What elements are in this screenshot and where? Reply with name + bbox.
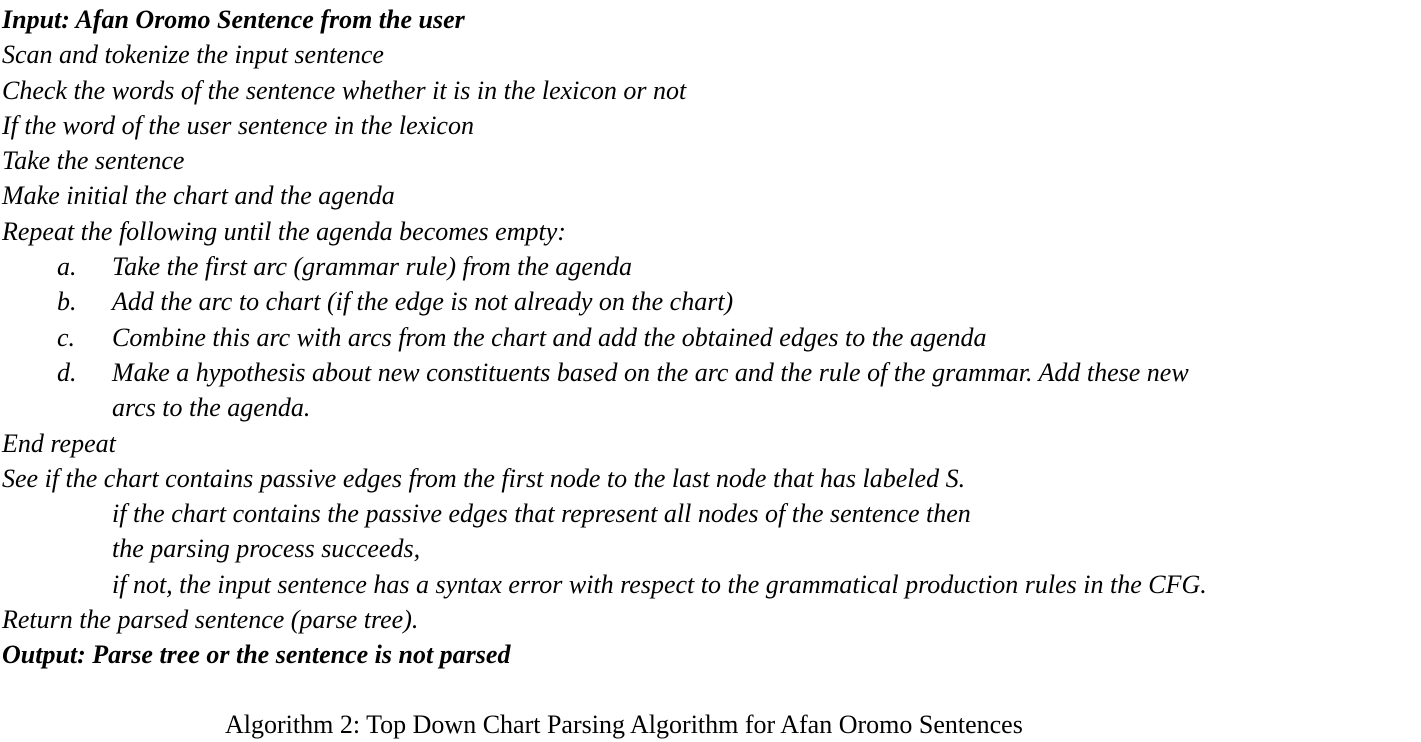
step-text: Take the first arc (grammar rule) from the agenda: [112, 252, 632, 282]
algorithm-line-initialize: Make initial the chart and the agenda: [2, 181, 395, 211]
algorithm-line-repeat: Repeat the following until the agenda becomes empty:: [2, 216, 566, 246]
algorithm-step-d: [2, 355, 1417, 390]
algorithm-body: [2, 2, 1417, 673]
algorithm-step-c: [2, 320, 1417, 355]
step-text: Make a hypothesis about new constituents based on the arc and the rule of the grammar. Add these new: [112, 357, 1189, 387]
algorithm-line-return: Return the parsed sentence (parse tree).: [2, 605, 419, 635]
step-marker: d.: [57, 357, 77, 387]
algorithm-step-a: [2, 249, 1417, 284]
step-marker: a.: [57, 252, 77, 282]
algorithm-indented-line: if the chart contains the passive edges that represent all nodes of the sentence then: [112, 499, 971, 529]
algorithm-output-line: Output: Parse tree or the sentence is not parsed: [2, 640, 511, 670]
algorithm-line-end-repeat: End repeat: [2, 428, 116, 458]
algorithm-step-b: [2, 284, 1417, 319]
algorithm-input-line: Input: Afan Oromo Sentence from the user: [2, 5, 465, 34]
algorithm-indented-line: the parsing process succeeds,: [112, 534, 421, 564]
algorithm-indented-line: if not, the input sentence has a syntax error with respect to the grammatical production rules in the CFG.: [112, 569, 1207, 599]
step-marker: b.: [57, 287, 77, 317]
algorithm-line-take-sentence: Take the sentence: [2, 146, 185, 176]
algorithm-line-see-if: See if the chart contains passive edges from the first node to the last node that has labeled S.: [2, 463, 966, 493]
algorithm-caption: Algorithm 2: Top Down Chart Parsing Algorithm for Afan Oromo Sentences: [225, 710, 1023, 739]
algorithm-line-check: Check the words of the sentence whether it is in the lexicon or not: [2, 75, 687, 105]
step-text: Combine this arc with arcs from the chart and add the obtained edges to the agenda: [112, 322, 987, 352]
algorithm-line-if-word: If the word of the user sentence in the lexicon: [2, 110, 474, 140]
step-marker: c.: [57, 322, 76, 352]
algorithm-line-scan: Scan and tokenize the input sentence: [2, 40, 384, 70]
algorithm-step-d-continuation: arcs to the agenda.: [112, 393, 311, 423]
step-text: Add the arc to chart (if the edge is not already on the chart): [112, 287, 734, 317]
